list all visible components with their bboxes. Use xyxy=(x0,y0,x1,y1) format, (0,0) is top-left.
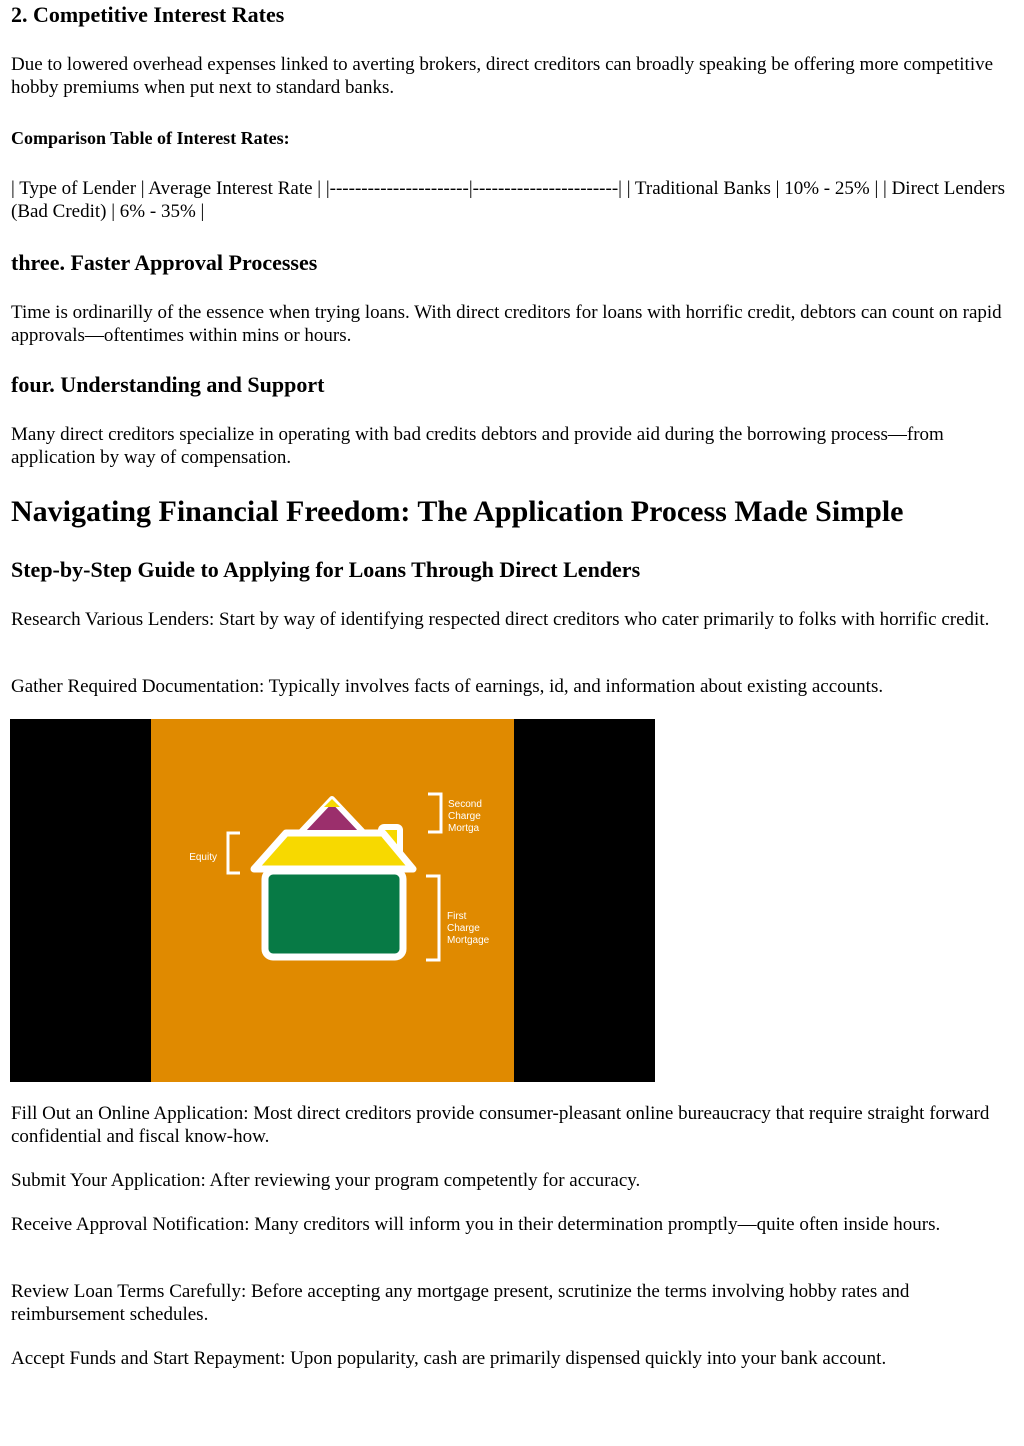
paragraph-support: Many direct creditors specialize in operating with bad credits debtors and provide aid during the borrowing process—from application by way of compensation. xyxy=(11,424,944,468)
comparison-table-text: | Type of Lender | Average Interest Rate | |----------------------|-----------------------| | Traditional Banks | 10% - 25% | | Direct Lenders (Bad Credit) | 6% - 35% | xyxy=(11,178,1005,222)
equity-roof-band xyxy=(254,833,413,869)
second-charge-label-line3: Mortga xyxy=(448,823,480,834)
first-charge-label-line1: First xyxy=(447,911,467,922)
main-title: Navigating Financial Freedom: The Application Process Made Simple xyxy=(11,495,904,528)
equity-label: Equity xyxy=(189,852,217,863)
first-charge-label-line2: Charge xyxy=(447,923,480,934)
section-heading-approval: three. Faster Approval Processes xyxy=(11,250,318,275)
second-charge-label-line1: Second xyxy=(448,799,482,810)
house-diagram xyxy=(10,719,655,1082)
paragraph-rates: Due to lowered overhead expenses linked to averting brokers, direct creditors can broadly speaking be offering more competitive hobby premiums when put next to standard banks. xyxy=(11,54,994,98)
guide-subtitle: Step-by-Step Guide to Applying for Loans Through Direct Lenders xyxy=(11,557,641,582)
mortgage-house-illustration xyxy=(10,719,655,1082)
section-heading-rates: 2. Competitive Interest Rates xyxy=(11,2,285,27)
first-charge-label-line3: Mortgage xyxy=(447,935,490,946)
first-charge-body xyxy=(265,871,403,957)
paragraph-approval: Time is ordinarilly of the essence when trying loans. With direct creditors for loans with horrific credit, debtors can count on rapid approvals—oftentimes within mins or hours. xyxy=(11,302,1002,346)
step-research: Research Various Lenders: Start by way of identifying respected direct creditors who cater primarily to folks with horrific credit. xyxy=(11,609,990,630)
step-accept-funds: Accept Funds and Start Repayment: Upon popularity, cash are primarily dispensed quickly into your bank account. xyxy=(11,1348,887,1369)
step-review-terms: Review Loan Terms Carefully: Before accepting any mortgage present, scrutinize the terms involving hobby rates and reimbursement schedules. xyxy=(11,1281,910,1325)
table-heading: Comparison Table of Interest Rates: xyxy=(11,128,290,148)
second-charge-label-line2: Charge xyxy=(448,811,481,822)
step-submit: Submit Your Application: After reviewing your program competently for accuracy. xyxy=(11,1170,641,1191)
step-documentation: Gather Required Documentation: Typically involves facts of earnings, id, and information about existing accounts. xyxy=(11,676,884,697)
step-approval-notification: Receive Approval Notification: Many creditors will inform you in their determination promptly—quite often inside hours. xyxy=(11,1214,941,1235)
step-fill-application: Fill Out an Online Application: Most direct creditors provide consumer-pleasant online bureaucracy that require straight forward confidential and fiscal know-how. xyxy=(11,1103,990,1147)
section-heading-support: four. Understanding and Support xyxy=(11,372,325,397)
